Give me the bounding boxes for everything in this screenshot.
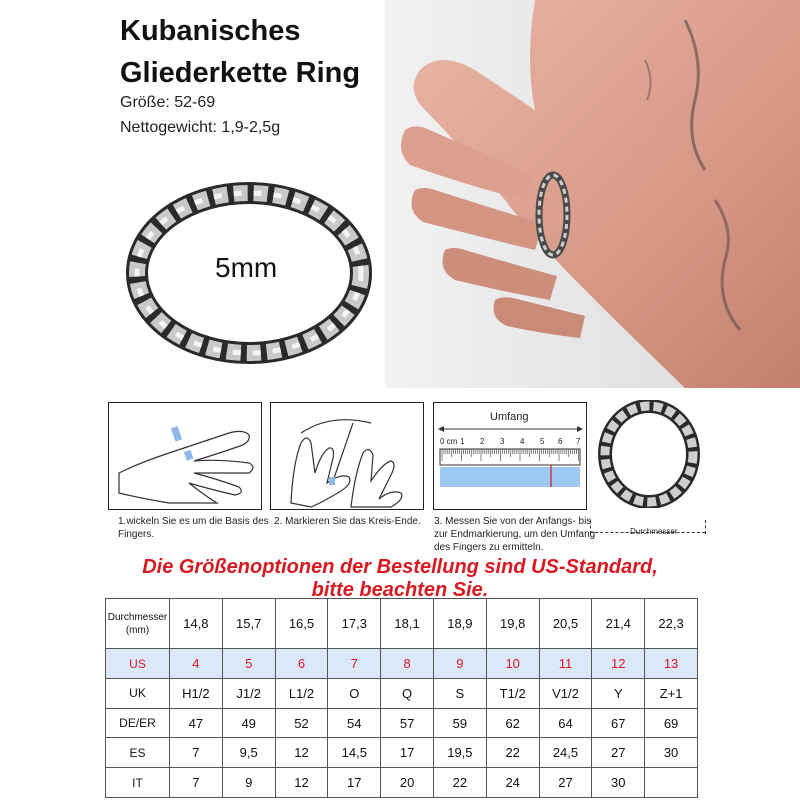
step-2-illustration bbox=[270, 402, 424, 510]
row-label: UK bbox=[106, 678, 170, 708]
ruler-number: 6 bbox=[558, 437, 563, 446]
table-cell: 17 bbox=[381, 738, 434, 768]
product-title bbox=[120, 10, 360, 94]
table-cell: 5 bbox=[222, 649, 275, 679]
table-cell: 20,5 bbox=[539, 599, 592, 649]
table-cell: 30 bbox=[592, 768, 645, 798]
product-title-line-2: Gliederkette Ring bbox=[120, 57, 361, 89]
ruler-number: 3 bbox=[500, 437, 505, 446]
table-cell bbox=[645, 768, 698, 798]
diameter-right-tick bbox=[705, 520, 706, 534]
table-cell: 4 bbox=[170, 649, 223, 679]
ruler-title: Umfang bbox=[490, 411, 529, 423]
table-cell: 59 bbox=[433, 708, 486, 738]
ruler-number: 0 cm bbox=[440, 437, 458, 446]
step-3-caption: 3. Messen Sie von der Anfangs- bis zur Endmarkierung, um den Umfang des Fingers zu ermitteln. bbox=[434, 516, 596, 553]
step-1-caption: 1.wickeln Sie es um die Basis des Fingers. bbox=[118, 516, 269, 540]
table-cell: 52 bbox=[275, 708, 328, 738]
table-row bbox=[106, 708, 698, 738]
product-title-line-1: Kubanisches bbox=[120, 15, 301, 47]
table-row bbox=[106, 678, 698, 708]
table-cell: 10 bbox=[486, 649, 539, 679]
ruler-number: 5 bbox=[540, 437, 545, 446]
table-cell: 15,7 bbox=[222, 599, 275, 649]
ruler-number: 4 bbox=[520, 437, 525, 446]
table-cell: 16,5 bbox=[275, 599, 328, 649]
step-1-illustration bbox=[108, 402, 262, 510]
row-label: ES bbox=[106, 738, 170, 768]
table-cell: 7 bbox=[328, 649, 381, 679]
row-label: US bbox=[106, 649, 170, 679]
table-cell: 6 bbox=[275, 649, 328, 679]
table-cell: 9,5 bbox=[222, 738, 275, 768]
table-cell: 62 bbox=[486, 708, 539, 738]
table-cell: 22,3 bbox=[645, 599, 698, 649]
table-cell: 20 bbox=[381, 768, 434, 798]
ruler-number-row bbox=[440, 437, 584, 449]
table-cell: 24,5 bbox=[539, 738, 592, 768]
table-cell: 14,8 bbox=[170, 599, 223, 649]
table-cell: 69 bbox=[645, 708, 698, 738]
table-cell: 17 bbox=[328, 768, 381, 798]
diameter-label: Durchmesser bbox=[630, 527, 678, 536]
table-cell: 7 bbox=[170, 738, 223, 768]
table-cell: 18,9 bbox=[433, 599, 486, 649]
table-cell: 30 bbox=[645, 738, 698, 768]
row-label: Durchmesser (mm) bbox=[106, 599, 170, 649]
weight-spec: Nettogewicht: 1,9-2,5g bbox=[120, 119, 281, 136]
table-cell: S bbox=[433, 678, 486, 708]
table-cell: 49 bbox=[222, 708, 275, 738]
table-cell: T1/2 bbox=[486, 678, 539, 708]
table-cell: 22 bbox=[433, 768, 486, 798]
us-standard-notice-line-2: bitte beachten Sie. bbox=[311, 579, 489, 601]
table-cell: Z+1 bbox=[645, 678, 698, 708]
ring-width-label: 5mm bbox=[215, 252, 278, 283]
table-row bbox=[106, 599, 698, 649]
row-label: IT bbox=[106, 768, 170, 798]
table-cell: 13 bbox=[645, 649, 698, 679]
table-cell: 18,1 bbox=[381, 599, 434, 649]
hand-photo bbox=[385, 0, 800, 388]
row-label: DE/ER bbox=[106, 708, 170, 738]
table-cell: 27 bbox=[592, 738, 645, 768]
table-cell: 19,8 bbox=[486, 599, 539, 649]
table-cell: Q bbox=[381, 678, 434, 708]
table-cell: 54 bbox=[328, 708, 381, 738]
table-cell: 12 bbox=[275, 768, 328, 798]
table-cell: H1/2 bbox=[170, 678, 223, 708]
table-cell: 64 bbox=[539, 708, 592, 738]
table-cell: O bbox=[328, 678, 381, 708]
table-cell: 27 bbox=[539, 768, 592, 798]
step-2-caption: 2. Markieren Sie das Kreis-Ende. bbox=[274, 516, 421, 527]
table-cell: 7 bbox=[170, 768, 223, 798]
table-cell: 12 bbox=[592, 649, 645, 679]
table-cell: Y bbox=[592, 678, 645, 708]
table-row bbox=[106, 768, 698, 798]
table-cell: V1/2 bbox=[539, 678, 592, 708]
ring-side-view-image bbox=[594, 400, 704, 508]
table-cell: 47 bbox=[170, 708, 223, 738]
table-cell: L1/2 bbox=[275, 678, 328, 708]
table-cell: 21,4 bbox=[592, 599, 645, 649]
ruler-number: 7 bbox=[576, 437, 581, 446]
table-cell: 9 bbox=[222, 768, 275, 798]
table-cell: J1/2 bbox=[222, 678, 275, 708]
size-conversion-table bbox=[105, 598, 698, 798]
table-cell: 19,5 bbox=[433, 738, 486, 768]
step-3-ruler-illustration bbox=[433, 402, 587, 510]
table-cell: 14,5 bbox=[328, 738, 381, 768]
table-cell: 24 bbox=[486, 768, 539, 798]
ruler-number: 2 bbox=[480, 437, 485, 446]
table-row bbox=[106, 738, 698, 768]
table-cell: 8 bbox=[381, 649, 434, 679]
ruler-number: 1 bbox=[460, 437, 465, 446]
us-standard-notice-line-1: Die Größenoptionen der Bestellung sind US-Standard, bbox=[142, 556, 658, 578]
table-cell: 22 bbox=[486, 738, 539, 768]
table-cell: 17,3 bbox=[328, 599, 381, 649]
table-cell: 67 bbox=[592, 708, 645, 738]
table-cell: 9 bbox=[433, 649, 486, 679]
table-cell: 11 bbox=[539, 649, 592, 679]
table-row bbox=[106, 649, 698, 679]
table-cell: 57 bbox=[381, 708, 434, 738]
size-spec: Größe: 52-69 bbox=[120, 94, 216, 111]
table-cell: 12 bbox=[275, 738, 328, 768]
